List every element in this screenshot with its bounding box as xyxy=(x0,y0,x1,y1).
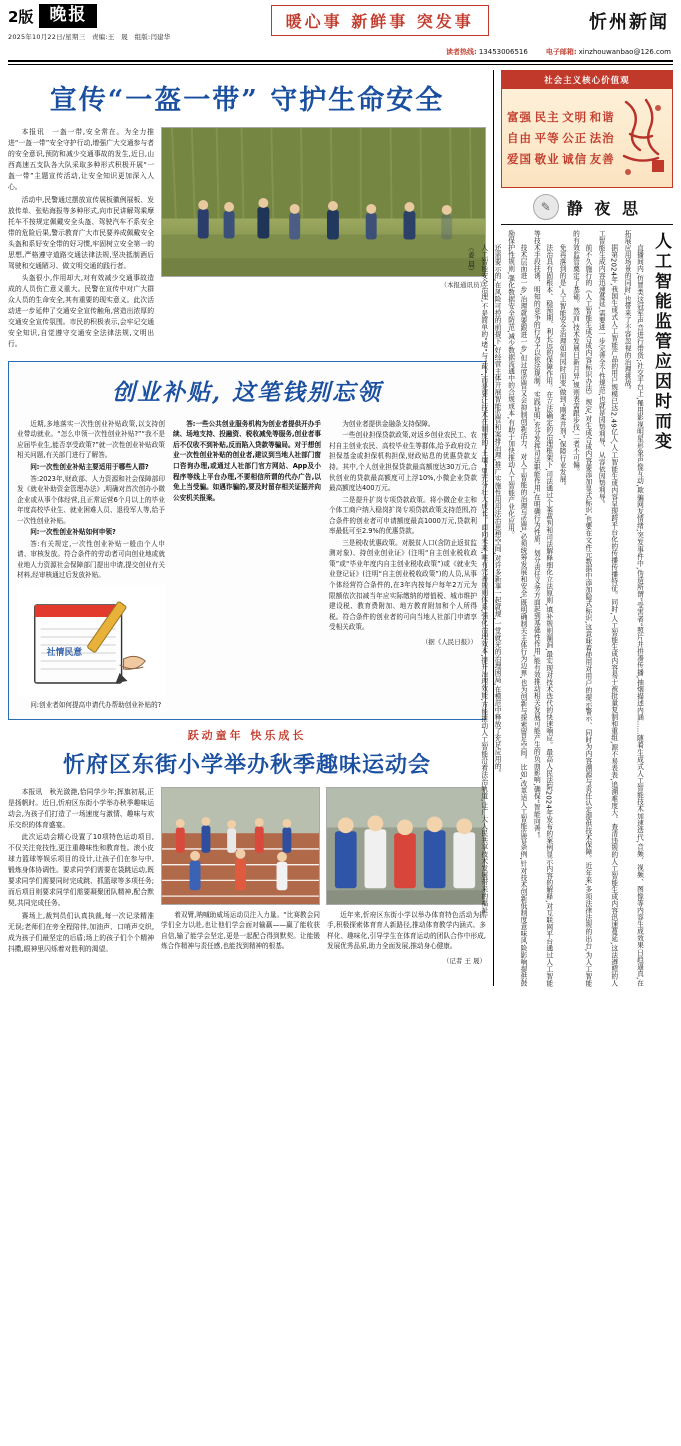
masthead-brand-row xyxy=(8,4,170,28)
section3-title: 忻府区东街小学举办秋季趣味运动会 xyxy=(62,751,431,778)
core-values-row xyxy=(506,107,616,128)
section3-para: 本报讯 秋光潋滟,恰同学少年;挥旗初展,正是扬帆时。近日,忻府区东街小学举办秋季趣味运动会,为孩子们打造了一场速度与激情、趣味与欢乐交织的体育盛宴。 xyxy=(8,787,154,829)
article1-para: 头盔很小,作用却大,对有效减少交通事故造成的人员伤亡意义重大。民警在宣传中对广大群众人员的生命安全,其有重要的现实意义。此次活动进一步延伸了交通安全宣传触角,营造出浓厚的交通安全宣传氛围。市民的积极表示,会牢记交通安全知识,自觉遵守交通安全法律法规,文明出行。 xyxy=(8,274,154,349)
article1-para: 本报讯 一盔一带,安全常在。为全力推进“一盔一带”安全守护行动,增强广大交通参与者的安全意识,预防和减少交通事故的发生,近日,山西高速五支队各大队采取多种形式积极开展“一盔一带”主题宣传活动,让安全知识更加深入人心。 xyxy=(8,128,154,192)
core-value-word: 文明 xyxy=(562,110,588,125)
section3-bottom-text xyxy=(161,910,486,967)
section3-para: 此次运动会精心设置了10项特色运动项目,不仅关注竞技性,更注重趣味性和教育性。滚小皮球力篮球等娱乐项目的设计,让孩子们在参与中,锻炼身体协调性。要求同学们需要在袋跳运动,既要求同学们需要同时完成跳、抓篮球等多项任务;而后项目则要求同学们需要凝聚团队精神,配合默契,共同完成任务。 xyxy=(8,833,154,908)
core-value-word: 平等 xyxy=(534,131,560,146)
feature-columns xyxy=(17,419,477,712)
core-value-word: 诚信 xyxy=(562,152,588,167)
masthead xyxy=(0,0,681,46)
article1-caption: （本报通讯员） xyxy=(440,281,486,290)
feature-col-3 xyxy=(329,419,477,712)
jingye-para: 直播间内,仿冒类这冠军声音进行带货;社交平台上,罹用影视明星形象声像互动,欺骗网友情绪;突发事件中,伪造所谓“受害者”照片并拼凑传播,抽烟描述内涵……随着生成式人工智能技术加速迭代,音频、视频、图像等内容生成效果日趋逼真,在拓展应用场景的同时,也带来了不容忽视的治理挑战。 xyxy=(623,230,644,987)
email-value: xinzhouwanbao@126.com xyxy=(578,48,671,56)
masthead-meta: 2025年10月22日/星期三 责编:王 晟 组版:闫建华 xyxy=(8,32,171,41)
section3-body xyxy=(8,787,486,967)
jingye-para: 人工智能安全治理,不是简单的“堵”与“疏”,而是要让技术在制度的“土壤”里充分壮大成长。面向未来,唯有完善规则体系,强化治理效本,提升治理效能,方能推动人工智能沿着法治轨道,让广大人民共享技术发展带来的福祉。 xyxy=(479,243,488,921)
contact-bar xyxy=(0,46,681,60)
page-content xyxy=(0,64,681,986)
feature-para: 近期,多地落实一次性创业补贴政策,以支持创业带动就业。“怎么申领一次性创业补贴?”“我不是应届毕业生,能否享受政策?”就一次性创业补贴政策相关问题,有关部门进行了解答。 xyxy=(17,419,165,460)
section3-photo-left xyxy=(161,787,320,905)
email xyxy=(546,47,671,57)
core-value-word: 富强 xyxy=(507,110,533,125)
slogan-text: 暖心事 新鲜事 突发事 xyxy=(285,12,474,31)
calligraphy-icon xyxy=(616,94,668,182)
feature-para: 为创业者提供金融条支持保障。 xyxy=(342,419,435,428)
section3-para: 着双臂,呐喊助威场运动员注入力量。“比赛教会同学们全力以赴,也让他们学会面对输赢——赢了能收获自信,输了能学会坚定,更是一起配合得到默契。让能锻炼合作精神与责任感,也能找到精神的根基。 xyxy=(161,910,320,951)
feature-para: 答:2023年,财政部、人力资源和社会保障部印发《就业补助资金管理办法》,明确对首次创办小微企业或从事个体经营,且正常运营6个月以上的毕业年度高校毕业生、就业困难人员、退役军人等,给予一次性创业补贴。 xyxy=(17,474,165,525)
core-value-word: 公正 xyxy=(562,131,588,146)
feature-para: 答:有关规定,一次性创业补贴一般由个人申请、审核发放。符合条件的劳动者可向创业地或就业地人力资源社会保障部门提出申请,提交创业有关材料,经审核通过后发放补贴。 xyxy=(17,539,165,580)
slogan-box xyxy=(271,5,489,36)
section3-kicker: 跃动童年 快乐成长 xyxy=(187,728,307,742)
pen-icon: ✎ xyxy=(533,194,559,220)
feature-illustration xyxy=(17,585,165,697)
jingye-article xyxy=(466,230,673,987)
core-value-word: 敬业 xyxy=(534,152,560,167)
feature-para: 二是提升扩岗专项贷款政策。将小微企业主和个体工商户纳入稳岗扩岗专项贷款政策支持范围,符合条件的创业者可申请额度最高1000万元,贷款利率最低可至2.9%的优惠贷款。 xyxy=(329,495,477,536)
jingye-para: 前不久施行的《人工智能生成合成内容标识办法》规定,对生成合成内容要添加显式标识,也要在文件元数据中添加隐式标识,这意味着使用对用户的提示警示、同时为内容溯源与责任认定提供技术保障。近年来,多项法律法规的出台,为人工智能的有效监管奠定了基础。然而,技术发展日新月异,规则表需跟步伐,二者不可偏。 xyxy=(571,230,592,987)
email-label: 电子邮箱: xyxy=(545,48,577,56)
section3-left-text xyxy=(8,787,154,967)
masthead-title: 忻州新闻 xyxy=(589,12,669,33)
feature-source: （据《人民日报》） xyxy=(421,637,477,646)
feature-question: 问:一次性创业补贴如何申领? xyxy=(30,528,116,537)
jingye-para: 还需要示的,在风险可控的前提下,好经营主体开展智能监管和案排治理,推广实施性用用法治思想空间,对许多新事一起就规,一堂就光的治理困局,在模范中释放了充足应用的。 xyxy=(493,243,502,777)
section3-byline: （记者 王 晟） xyxy=(442,956,486,965)
core-values-row xyxy=(506,149,616,170)
article1-photo xyxy=(161,127,486,277)
core-values-body xyxy=(502,89,672,187)
paper-logo: 晚报 xyxy=(39,4,97,28)
feature-question: 问:一次性创业补贴主要适用于哪些人群? xyxy=(30,462,149,471)
core-values-artwork xyxy=(616,94,668,182)
hotline-label: 读者热线: xyxy=(446,48,477,56)
article1 xyxy=(8,127,486,352)
feature-title: 创业补贴, 这笔钱别忘领 xyxy=(111,378,382,406)
section3-col-a xyxy=(161,910,320,967)
section3-right xyxy=(161,787,486,967)
jingye-title: 静 夜 思 xyxy=(566,198,641,218)
right-column xyxy=(466,70,673,987)
feature-para: 一些创业担保贷款政策,对返乡创业农民工、农村自主创业农民、高校毕业生等群体,给予政府设立担保基金或担保机构担保,财政贴息的优惠贷款支持。其中,个人创业担保贷款最高额度达30万元,合伙创业的贷款最高额度可上浮10%,小微企业贷款最高额度达400万元。 xyxy=(329,431,477,493)
hotline xyxy=(446,47,528,57)
jingye-para: 技术层面进一步,治理就要跟进一步,但过度监管又会抑制创新活力。对人工智能的治理与监管,必须统筹发展和安全,既明确制关主体行为边界,也为创新与探索留足空间。比如,改革适人工智能监管条例,针对技术创新低制度意味风险影响提供鼓励保护性规则,强化数据安全防范,减少数据流通中的合规成本,有助于加快推动人工智能产业化应用。 xyxy=(506,230,527,987)
feature-question: 答:一些公共创业服务机构为创业者提供开办手续、场地支持、投融资、税收减免等服务,创业者事后不仅收不到补贴,反而陷入贷款等骗局。对于想创业一次性创业补贴的创业者,建议到当地人社部门窗口咨询办理,或通过人社部门官方网站、App及小程序等线上平台办理,不要相信所谓的代办广告,以免上当受骗。如遇诈骗的,要及时留存相关证据并向公安机关报案。 xyxy=(173,419,321,502)
section3-photos xyxy=(161,787,486,905)
feature-para: 三是税收优惠政策。对脱贫人口(含防止返贫监测对象)、持创业创业证》(注明“自主创业税收政策”或“毕业年度内自主创业税收政策”)或《就业失业登记证》(注明“自主创业税收政策”)的人员,从事个体经营符合条件的,在3年内按每户每年2万元为限额依次扣减当年应实际缴纳的增值税、城市维护建设税、教育费附加、地方教育附加和个人所得税。符合条件的创业者的可向当地人社部门申请享受相关政策。 xyxy=(329,538,477,632)
section3-para: 赛场上,裁判员们认真执裁,每一次记录精准无误;老师们在旁全程陪伴,加油声、口哨声交织,成为孩子们最坚定的后盾;场上的孩子们个个精神抖擞,眼神里闪烁着对胜利的渴望。 xyxy=(8,911,154,953)
page-number: 2版 xyxy=(8,8,34,27)
core-value-word: 和谐 xyxy=(589,110,615,125)
jingye-para: 免再落到的是,人工智能安全治理如何因时而变,做到“刚柔并剂”,保障行业发展。 xyxy=(558,243,567,490)
hotline-value: 13453006516 xyxy=(478,48,528,56)
masthead-rule-thick xyxy=(8,60,673,62)
masthead-left xyxy=(8,4,170,41)
section3-para: 近年来,忻府区东街小学以举办体育特色活动为抓手,积极探索体育育人新路径,推动体育教学内涵式、多样化、趣味化,引导学生在体育运动的团队合作中形成,发展优秀品质,助力全面发展,推动身心健康。 xyxy=(327,910,486,951)
feature-col-2 xyxy=(173,419,321,712)
masthead-center xyxy=(170,4,589,36)
feature-col-1 xyxy=(17,419,165,712)
feature-para: 问:创业者如何提高申请代办帮助创业补贴的? xyxy=(30,701,162,709)
jingye-header xyxy=(501,194,673,225)
svg-text:社情民意: 社情民意 xyxy=(46,647,83,659)
core-value-word: 自由 xyxy=(507,131,533,146)
jingye-sign: （姜 晨） xyxy=(466,243,475,275)
article1-para: 活动中,民警通过摆放宣传展板徽例展板、发放传单、张贴海报等多种形式,向市民讲解驾乘摩托车不按规定佩戴安全头盔、驾驶汽车不系安全带的危险后果,警示教育广大市民要养成佩戴安全头盔和系好安全带的好习惯,牢固树立安全第一的思想,严格遵守道路交通法律法规,坚决抵制酒后驾驶和交通陋习、做文明交通的践行者。 xyxy=(8,195,154,270)
jingye-vertical-body xyxy=(463,230,645,986)
jingye-para: 法治具有固根本、稳预期、利长远的保障作用。在立法确定的治理框架下,司法通过个案裁判和司法解释细化立法原则,填补规则漏洞,最实现对技术迭代的快速响应。最高人民法院2024年发布的案例显示内容的解释,对互联网平台通过人工智能等技术手段扶诱、明知的竞争的行为予以依法规制。实践证明,充分发挥司法职能作用,在明确行为性质、划分责任义务方面起到基础性作用,能有效推动相关发展可能产生的负面影响,确保“智能向善”。 xyxy=(532,230,553,987)
core-values-words xyxy=(506,107,616,170)
core-value-word: 法治 xyxy=(589,131,615,146)
article1-text xyxy=(8,127,154,352)
feature-box xyxy=(8,361,486,720)
core-values-header: 社会主义核心价值观 xyxy=(502,71,672,89)
jingye-para: 据第2024年,我国生成式人工智能产品的用户规模已达2.49亿人,人工智能生成内容呈现跨平台化的传播传播特征。同时,人工智能生成内容易于被批量复制和重组,源不易表表,追溯难度大、查清违规的人工智能生成内容迅速蔓延,这法遵照的人工智能生成内容迅速蔓延,需要进一步完善全个性规范,也就是因势利导、从容依因势利导。 xyxy=(597,230,618,987)
section3-photo-right xyxy=(326,787,485,905)
core-values-panel xyxy=(501,70,673,188)
core-value-word: 友善 xyxy=(589,152,615,167)
jingye-vertical-headline: 人工智能监管应因时而变 xyxy=(651,232,671,453)
core-values-row xyxy=(506,128,616,149)
core-value-word: 爱国 xyxy=(507,152,533,167)
core-value-word: 民主 xyxy=(534,110,560,125)
left-column xyxy=(8,70,486,986)
article1-photo-wrap xyxy=(161,127,486,352)
article1-headline: 宣传“一盔一带” 守护生命安全 xyxy=(49,85,445,117)
